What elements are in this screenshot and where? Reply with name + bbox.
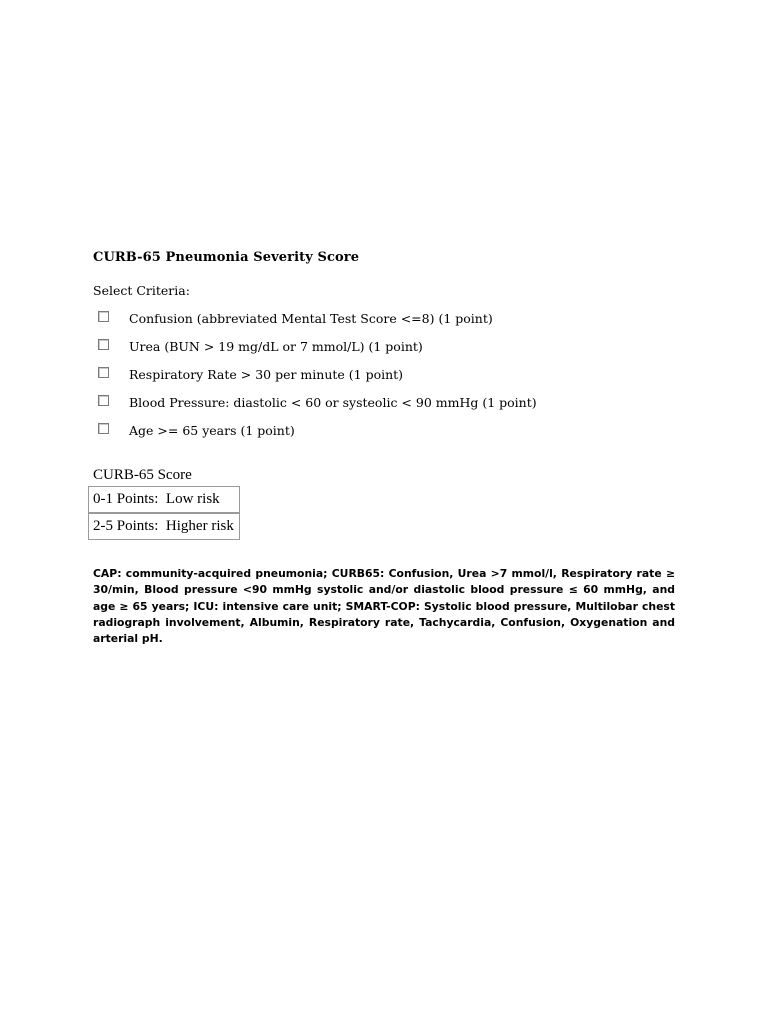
criteria-list <box>98 304 537 444</box>
criteria-label: Age >= 65 years (1 point) <box>129 422 295 438</box>
age-checkbox[interactable] <box>98 423 109 434</box>
confusion-checkbox[interactable] <box>98 311 109 322</box>
score-cell: 0-1 Points: Low risk <box>89 487 240 514</box>
criteria-label: Blood Pressure: diastolic < 60 or systeolic < 90 mmHg (1 point) <box>129 394 537 410</box>
abbreviations-footnote: CAP: community-acquired pneumonia; CURB65: Confusion, Urea >7 mmol/l, Respiratory rate ≥ 30/min, Blood pressure <90 mmHg systolic and/or diastolic blood pressure ≤ 60 mmHg, and age ≥ 65 years; ICU: intensive care unit; SMART-COP: Systolic blood pressure, Multilobar chest radiograph involvement, Albumin, Respiratory rate, Tachycardia, Confusion, Oxygenation and arterial pH. <box>93 567 675 646</box>
respiratory-rate-checkbox[interactable] <box>98 367 109 378</box>
score-cell: 2-5 Points: Higher risk <box>89 513 240 540</box>
criteria-label: Respiratory Rate > 30 per minute (1 point) <box>129 366 404 382</box>
score-heading: CURB-65 Score <box>93 467 192 483</box>
criteria-item-respiratory-rate[interactable] <box>98 360 537 388</box>
criteria-item-confusion[interactable] <box>98 304 537 332</box>
document-title: CURB-65 Pneumonia Severity Score <box>93 250 360 265</box>
blood-pressure-checkbox[interactable] <box>98 395 109 406</box>
score-row-higher-risk <box>89 513 240 540</box>
score-row-low-risk <box>89 487 240 514</box>
select-criteria-label: Select Criteria: <box>93 283 190 298</box>
criteria-item-blood-pressure[interactable] <box>98 388 537 416</box>
score-table <box>88 486 240 540</box>
urea-checkbox[interactable] <box>98 339 109 350</box>
criteria-label: Confusion (abbreviated Mental Test Score <=8) (1 point) <box>129 310 493 326</box>
criteria-label: Urea (BUN > 19 mg/dL or 7 mmol/L) (1 point) <box>129 338 423 354</box>
criteria-item-age[interactable] <box>98 416 537 444</box>
criteria-item-urea[interactable] <box>98 332 537 360</box>
